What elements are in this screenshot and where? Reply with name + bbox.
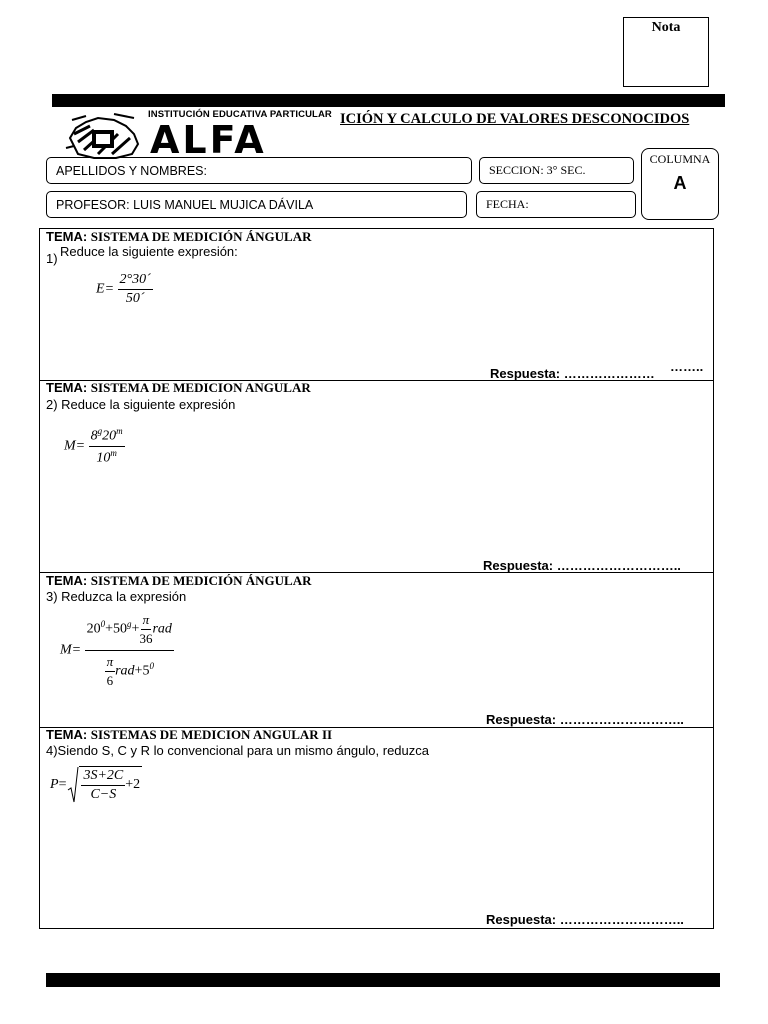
math-denominator: 50´: [125, 291, 145, 306]
tema-heading-3: [46, 573, 311, 589]
question-2-formula: [64, 426, 125, 466]
math-term: 10: [96, 450, 111, 466]
question-1-number: 1): [46, 251, 58, 266]
top-bar: [52, 94, 725, 107]
math-sup: 0: [149, 661, 154, 672]
seccion-label: SECCION: 3° SEC.: [489, 163, 586, 177]
tema-prefix: TEMA:: [46, 573, 88, 588]
question-4-formula: [50, 766, 142, 804]
apellidos-label: APELLIDOS Y NOMBRES:: [56, 163, 207, 178]
answer-label: Respuesta: ………………………..: [486, 912, 684, 927]
math-numerator: 2°30´: [118, 272, 153, 290]
math-fraction: [81, 768, 125, 803]
tema-prefix: TEMA:: [46, 727, 88, 742]
math-subfraction: [105, 654, 116, 689]
answer-tail-1: ……..: [670, 359, 704, 374]
math-op: +: [134, 663, 143, 679]
tema-heading-4: [46, 727, 332, 743]
answer-line-1[interactable]: [490, 366, 655, 381]
math-numerator: π: [105, 654, 116, 672]
fecha-field[interactable]: [476, 191, 636, 218]
bottom-bar: [46, 973, 720, 987]
math-denominator: C−S: [90, 786, 117, 802]
answer-line-4[interactable]: [486, 912, 684, 927]
seccion-field[interactable]: [479, 157, 634, 184]
math-numerator: [89, 426, 125, 447]
columna-value: A: [673, 173, 687, 193]
math-numerator: 3S+2C: [81, 768, 125, 786]
math-fraction: [118, 272, 153, 307]
nota-box: [623, 17, 709, 87]
logo-institution-text: INSTITUCIÓN EDUCATIVA PARTICULAR: [148, 109, 332, 120]
math-sup: m: [116, 426, 123, 436]
sqrt-icon: [67, 766, 79, 804]
math-op: +: [105, 621, 114, 637]
math-denominator: 36: [139, 631, 153, 646]
math-term: 20: [102, 428, 117, 444]
math-eq: =: [71, 642, 82, 658]
question-3-formula: [60, 612, 174, 689]
tema-text: SISTEMA DE MEDICION ANGULAR: [90, 380, 311, 395]
answer-label: Respuesta: …………………: [490, 366, 655, 381]
math-sup: g: [127, 619, 132, 630]
question-1-formula: [96, 272, 153, 307]
math-denominator: [96, 447, 117, 467]
columna-box: [641, 148, 719, 220]
math-sup: 0: [100, 619, 106, 630]
math-eq: =: [58, 777, 67, 792]
answer-label: Respuesta: ………………………..: [486, 712, 684, 727]
logo-name: ALFA: [150, 118, 267, 162]
tema-text: SISTEMA DE MEDICIÓN ÁNGULAR: [90, 229, 312, 244]
math-denominator: [105, 651, 154, 689]
apellidos-field[interactable]: [46, 157, 472, 184]
question-4-prompt: 4)Siendo S, C y R lo convencional para un mismo ángulo, reduzca: [46, 743, 429, 758]
math-fraction: [89, 426, 125, 466]
math-term: 5: [142, 663, 150, 679]
profesor-label: PROFESOR: LUIS MANUEL MUJICA DÁVILA: [56, 197, 314, 212]
tema-prefix: TEMA:: [46, 380, 88, 395]
math-numerator: [85, 612, 174, 651]
math-op: +: [131, 621, 140, 637]
answer-label: Respuesta: ………………………..: [483, 558, 681, 573]
math-eq: =: [104, 281, 115, 297]
fecha-label: FECHA:: [486, 197, 529, 211]
math-sup: m: [110, 447, 117, 458]
math-var: P: [50, 777, 59, 792]
question-3-prompt: 3) Reduzca la expresión: [46, 589, 187, 604]
crest-icon: [64, 108, 144, 160]
answer-line-3[interactable]: [486, 712, 684, 727]
math-subfraction: [139, 612, 152, 647]
math-term: 8: [90, 428, 98, 444]
math-var: M: [64, 438, 76, 454]
math-sup: g: [97, 426, 103, 436]
answer-line-2[interactable]: [483, 558, 681, 573]
math-fraction: [85, 612, 174, 689]
math-term: 20: [86, 621, 101, 637]
math-term: rad: [115, 663, 135, 679]
tema-prefix: TEMA:: [46, 229, 88, 244]
tema-heading-2: [46, 380, 311, 396]
exam-title: ICIÓN Y CALCULO DE VALORES DESCONOCIDOS: [340, 111, 690, 127]
math-term: rad: [152, 621, 172, 637]
question-1-prompt: Reduce la siguiente expresión:: [60, 244, 238, 259]
math-term: 50: [113, 621, 128, 637]
math-var: M: [60, 642, 72, 658]
sqrt-radicand: [79, 766, 142, 803]
tema-heading-1: [46, 229, 311, 245]
tema-text: SISTEMAS DE MEDICION ANGULAR II: [90, 727, 333, 742]
math-eq: =: [75, 438, 86, 454]
profesor-field: [46, 191, 467, 218]
math-var: E: [96, 281, 105, 297]
tema-text: SISTEMA DE MEDICIÓN ÁNGULAR: [90, 573, 312, 588]
math-term: +2: [125, 777, 141, 792]
math-numerator: π: [141, 612, 152, 630]
math-denominator: 6: [106, 673, 114, 688]
columna-label: COLUMNA: [649, 152, 711, 166]
question-2-prompt: 2) Reduce la siguiente expresión: [46, 397, 236, 412]
nota-label: Nota: [651, 20, 681, 35]
